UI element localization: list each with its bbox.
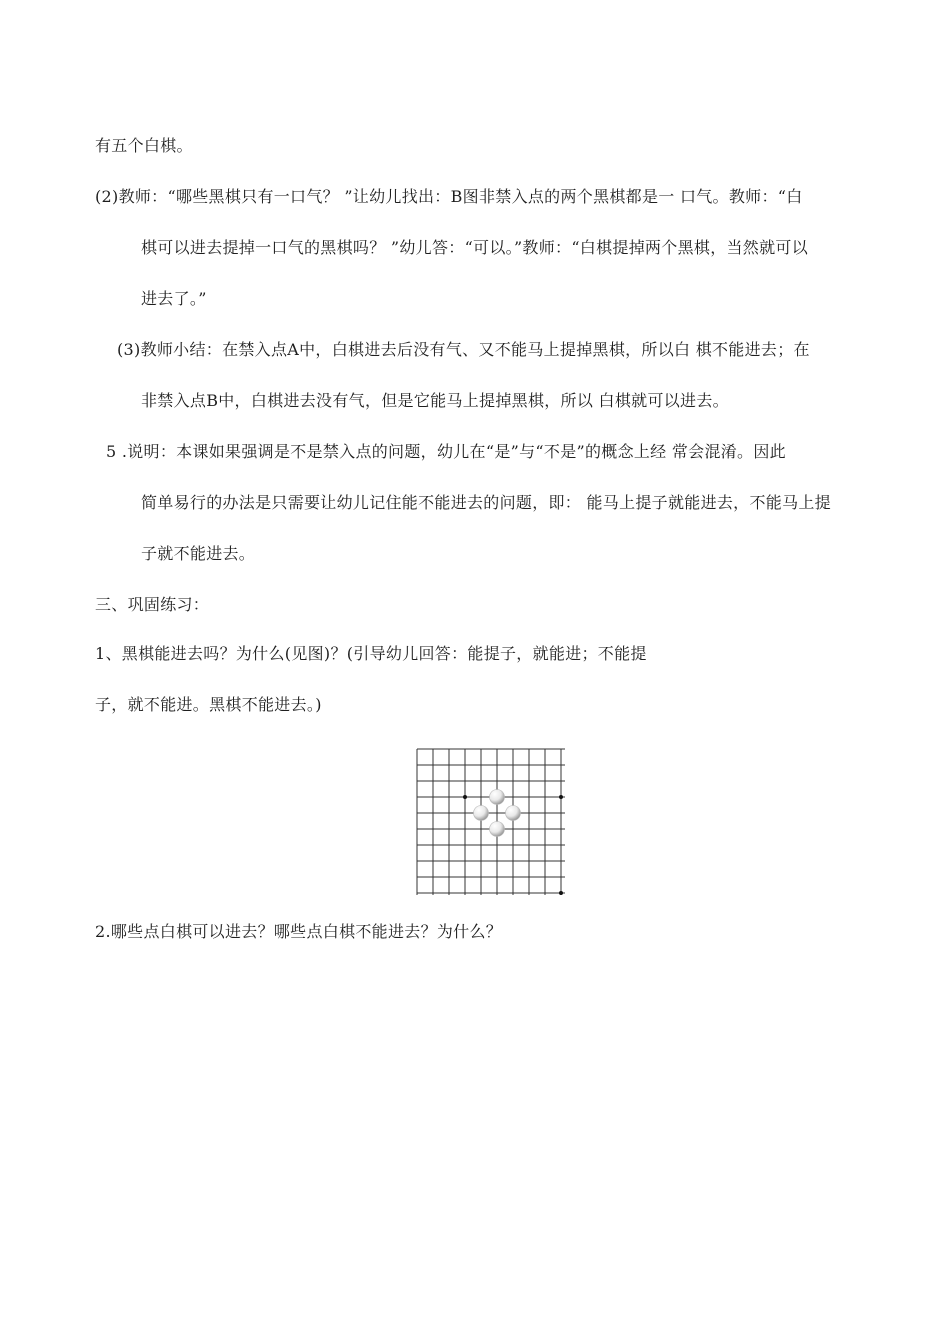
exercise-1-cont: 子，就不能进。黑棋不能进去。) — [95, 695, 322, 714]
line-7: 5 .说明：本课如果强调是不是禁入点的问题，幼儿在“是”与“不是”的概念上经 常会混淆。因此 — [106, 442, 786, 461]
line-6: 非禁入点B中，白棋进去没有气，但是它能马上提掉黑棋，所以 白棋就可以进去。 — [141, 391, 729, 410]
white-stone — [490, 822, 505, 837]
white-stone — [490, 790, 505, 805]
line-8: 简单易行的办法是只需要让幼儿记住能不能进去的问题，即： 能马上提子就能进去，不能马上提 — [141, 493, 831, 512]
line-4: 进去了。” — [141, 289, 207, 308]
section-heading: 三、巩固练习： — [95, 595, 210, 614]
star-point — [559, 795, 563, 799]
white-stone — [506, 806, 521, 821]
go-board-diagram — [415, 747, 567, 897]
line-3: 棋可以进去提掉一口气的黑棋吗？ ”幼儿答：“可以。”教师：“白棋提掉两个黑棋，当然就可以 — [141, 238, 809, 257]
star-point — [559, 891, 563, 895]
line-2: (2)教师：“哪些黑棋只有一口气？ ”让幼儿找出：B图非禁入点的两个黑棋都是一 口气。教师：“白 — [95, 187, 803, 206]
line-5: (3)教师小结：在禁入点A中，白棋进去后没有气、又不能马上提掉黑棋，所以白 棋不能进去；在 — [117, 340, 810, 359]
board-grid — [417, 749, 565, 895]
exercise-2: 2.哪些点白棋可以进去？哪些点白棋不能进去？为什么？ — [95, 922, 503, 941]
line-9: 子就不能进去。 — [141, 544, 256, 563]
white-stone — [474, 806, 489, 821]
exercise-1: 1、黑棋能进去吗？为什么(见图)？(引导幼儿回答：能提子，就能进；不能提 — [95, 644, 647, 663]
line-1: 有五个白棋。 — [95, 136, 193, 155]
star-point — [463, 795, 467, 799]
